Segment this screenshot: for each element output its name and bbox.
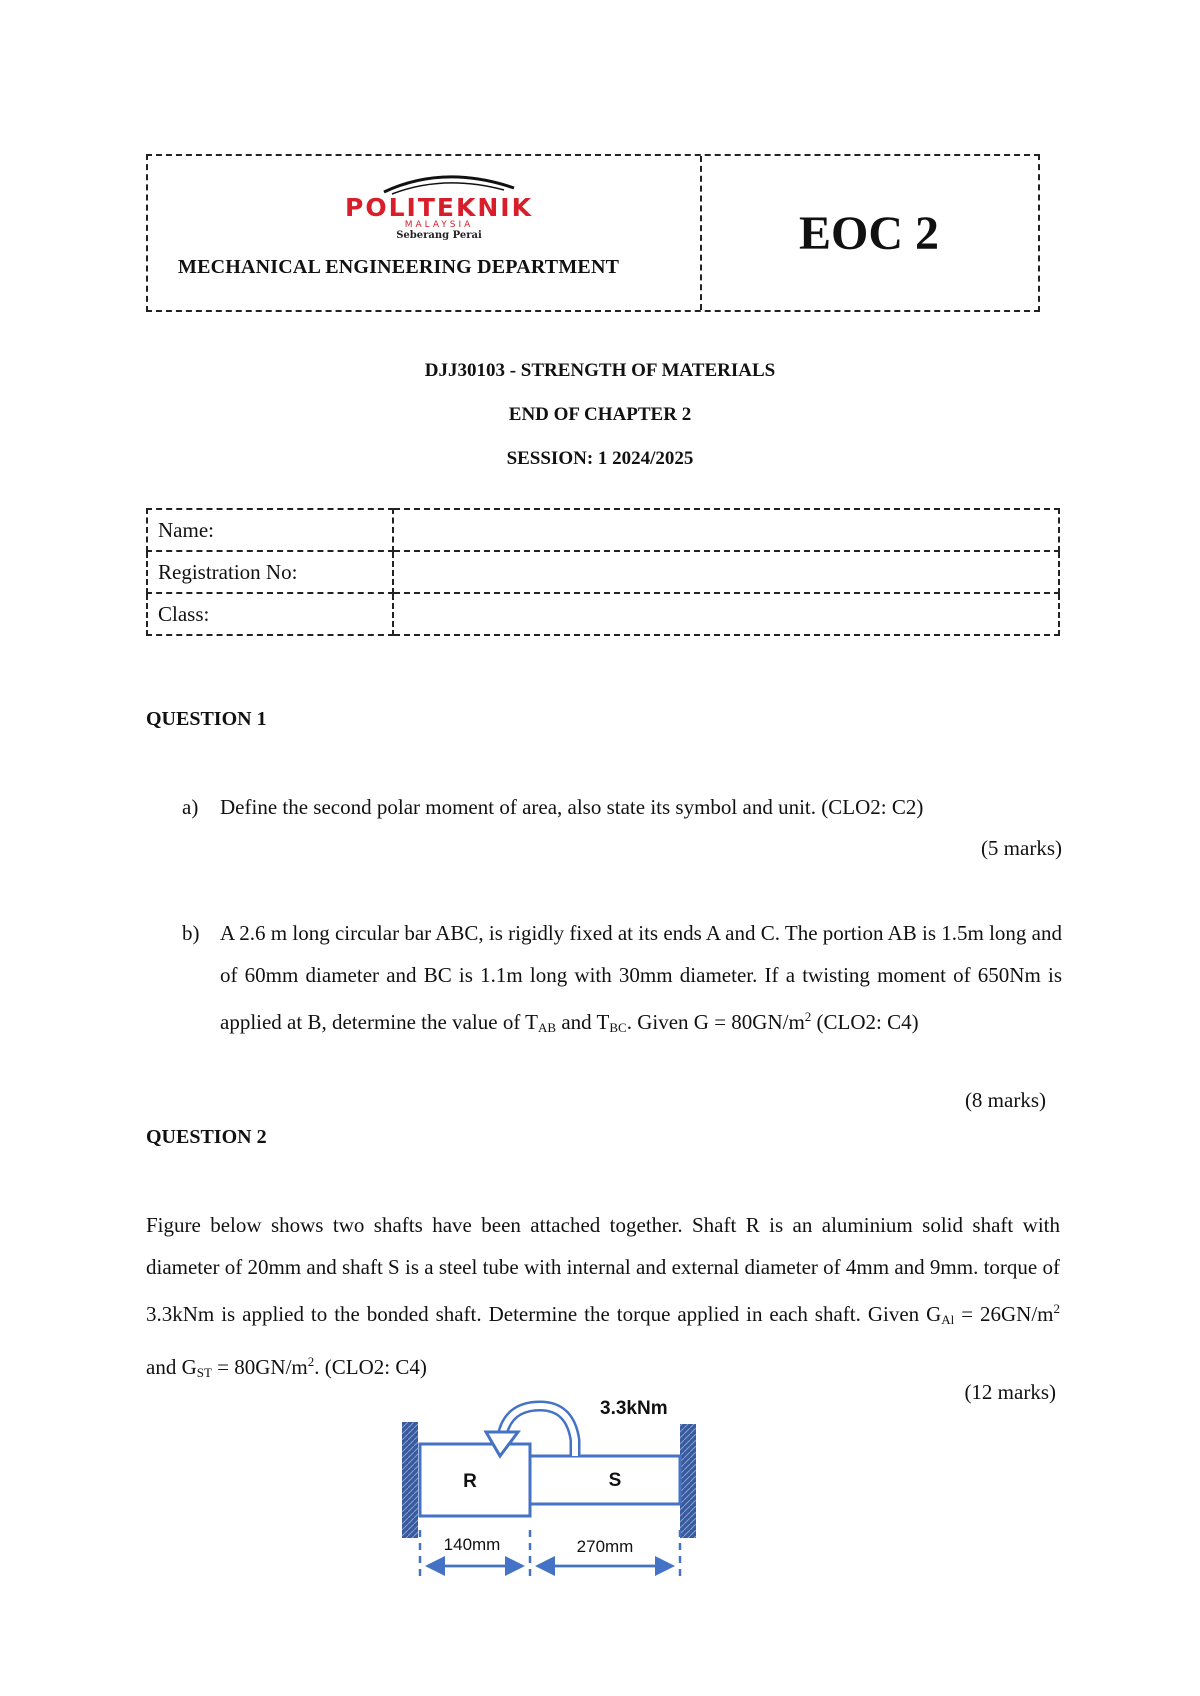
q1b-marks: (8 marks) [964,1088,1046,1112]
department-name: MECHANICAL ENGINEERING DEPARTMENT [178,256,620,278]
class-field[interactable] [393,593,1059,635]
eoc-label: EOC 2 [798,206,939,260]
q1a-marks: (5 marks) [980,836,1062,860]
q1a-label: a) [182,795,199,819]
table-row [147,551,1059,593]
header-box [146,154,1040,312]
course-title: DJJ30103 - STRENGTH OF MATERIALS [424,360,776,381]
shaft-figure [390,1380,720,1590]
q1b-label: b) [182,921,200,945]
logo-text: POLITEKNIK [345,193,533,222]
registration-field[interactable] [393,551,1059,593]
shaft-r-label: R [463,1471,477,1492]
class-label: Class: [147,593,393,635]
name-label: Name: [147,509,393,551]
session-title: SESSION: 1 2024/2025 [506,448,694,469]
torque-label: 3.3kNm [600,1398,668,1419]
dim-label-r: 140mm [443,1535,501,1554]
table-row [147,593,1059,635]
left-wall [402,1422,418,1538]
table-row [147,509,1059,551]
q1a-text: Define the second polar moment of area, also state its symbol and unit. (CLO2: C2) [220,795,924,819]
q1b-text: A 2.6 m long circular bar ABC, is rigidly fixed at its ends A and C. The portion AB is 1.5m long and of 60mm diameter and BC is 1.1m long with 30mm diameter. If a twisting moment of 650Nm is applied at B, determine the value of $T_{AB}$ and $T_{BC}$. Given $G = 80GN/m^2$ (CLO2: C4) [220,921,1062,1035]
header-left-cell [148,156,702,310]
dim-label-s: 270mm [576,1537,634,1556]
right-wall [680,1424,696,1538]
registration-label: Registration No: [147,551,393,593]
name-field[interactable] [393,509,1059,551]
shaft-s-label: S [608,1470,622,1491]
student-info-table [146,508,1060,636]
question-1-heading: QUESTION 1 [146,708,267,730]
question-2-heading: QUESTION 2 [146,1126,267,1148]
q2-marks: (12 marks) [964,1380,1056,1404]
chapter-title: END OF CHAPTER 2 [508,404,692,425]
logo-subtext-campus: Seberang Perai [396,230,482,241]
q2-text: Figure below shows two shafts have been attached together. Shaft R is an aluminium solid shaft with diameter of 20mm and shaft S is a steel tube with internal and external diameter of 4mm and 9mm. torque of 3.3kNm is applied to the bonded shaft. Determine the torque applied in each shaft. Given $G_{Al} = 26GN/m^2$ and $G_{ST} = 80GN/m^2$. (CLO2: C4) [146,1213,1061,1380]
logo-subtext-malaysia: MALAYSIA [404,220,474,230]
shaft-s [530,1456,680,1504]
politeknik-logo [314,170,564,242]
